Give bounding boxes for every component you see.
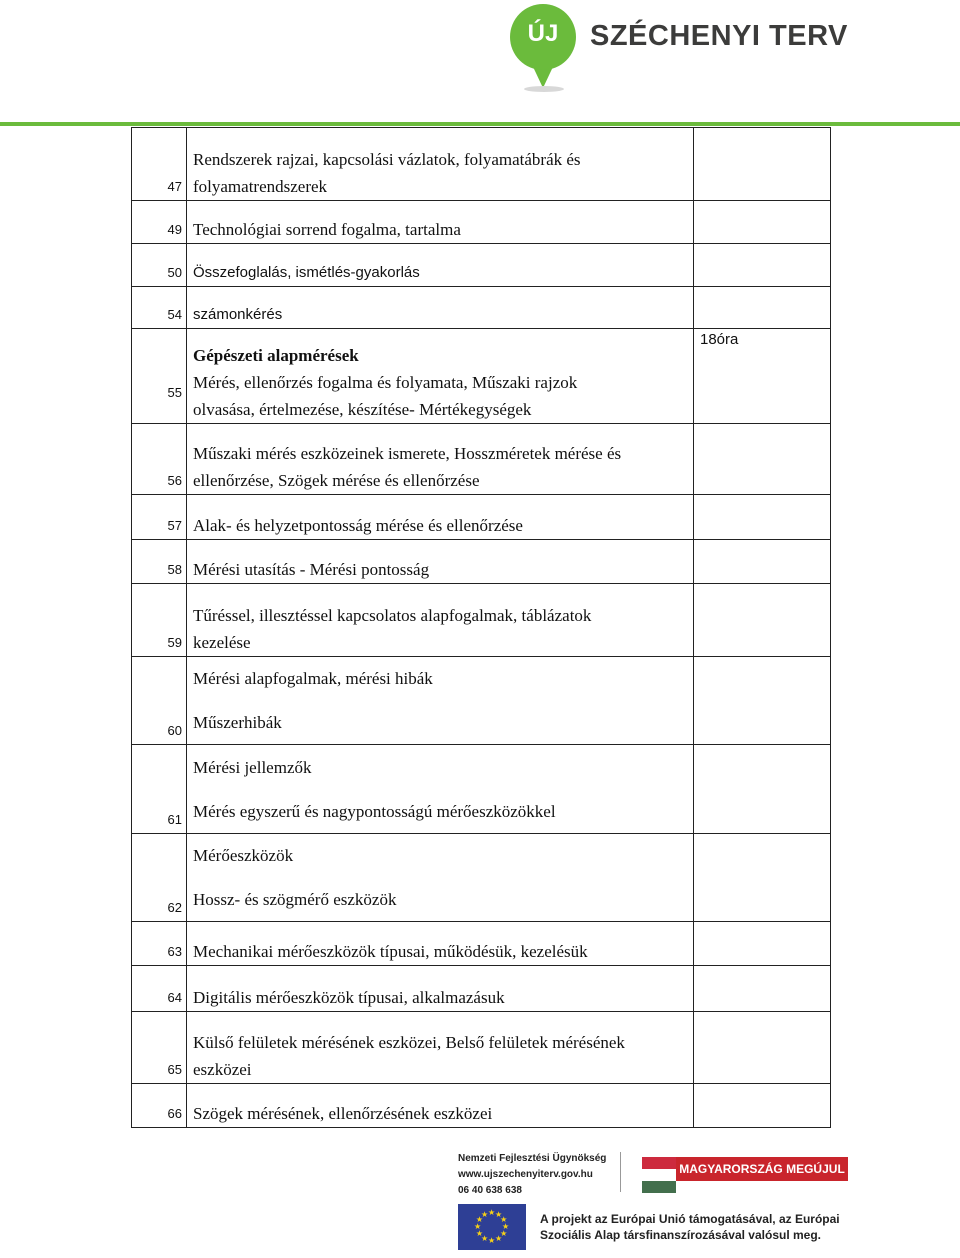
eu-star-icon: ★: [495, 1234, 503, 1244]
topic-line: Mérés egyszerű és nagypontosságú mérőeszközökkel: [193, 801, 556, 821]
table-row: [132, 834, 831, 922]
page-header: [0, 0, 960, 125]
table-row: [132, 287, 831, 329]
lesson-number: 58: [132, 540, 187, 584]
table-row: [132, 1012, 831, 1084]
eu-funding-note: [540, 1211, 840, 1243]
logo-shadow: [524, 86, 564, 92]
lesson-number: 61: [132, 745, 187, 834]
agency-name: Nemzeti Fejlesztési Ügynökség: [458, 1153, 607, 1164]
topic-line: Mérőeszközök: [193, 846, 294, 865]
topic-line: eszközei: [193, 1060, 252, 1079]
lesson-number: 57: [132, 495, 187, 540]
table-row: [132, 745, 831, 834]
hours-cell: [694, 834, 831, 922]
lesson-number: 64: [132, 966, 187, 1012]
topic-line: Műszaki mérés eszközeinek ismerete, Hosszméretek mérése és: [193, 444, 622, 463]
lesson-topic: [187, 745, 694, 834]
topic-line: kezelése: [193, 633, 251, 652]
lesson-topic: [187, 1012, 694, 1084]
eu-star-icon: ★: [481, 1209, 489, 1219]
flag-stripe-white: [642, 1169, 676, 1181]
lesson-topic: [187, 657, 694, 745]
lesson-topic: [187, 1084, 694, 1128]
eu-star-icon: ★: [481, 1234, 489, 1244]
hours-cell: [694, 540, 831, 584]
topic-line: Digitális mérőeszközök típusai, alkalmazásuk: [193, 988, 505, 1007]
table-row: [132, 966, 831, 1012]
eu-star-icon: ★: [475, 1229, 484, 1238]
flag-stripe-green: [642, 1181, 676, 1193]
curriculum-table: [131, 127, 831, 1128]
topic-line: Szögek mérésének, ellenőrzésének eszközei: [193, 1104, 493, 1123]
table-row: [132, 540, 831, 584]
topic-line: Összefoglalás, ismétlés-gyakorlás: [193, 264, 420, 281]
hours-cell: [694, 966, 831, 1012]
lesson-number: 65: [132, 1012, 187, 1084]
hungarian-flag-icon: [642, 1157, 676, 1193]
lesson-topic: [187, 966, 694, 1012]
topic-line: Mérési jellemzők: [193, 757, 312, 777]
eu-star-icon: ★: [502, 1222, 510, 1231]
topic-line: Alak- és helyzetpontosság mérése és ellenőrzése: [193, 516, 523, 535]
agency-contact: [458, 1151, 606, 1199]
lesson-number: 59: [132, 584, 187, 657]
agency-website: www.ujszechenyiterv.gov.hu: [458, 1169, 593, 1180]
table-row: [132, 424, 831, 495]
page-footer: [0, 1140, 960, 1258]
topic-line: Mérés, ellenőrzés fogalma és folyamata, Műszaki rajzok: [193, 373, 578, 392]
lesson-number: 50: [132, 244, 187, 287]
lesson-topic: [187, 584, 694, 657]
eu-star-icon: ★: [495, 1209, 503, 1219]
table-row: [132, 329, 831, 424]
hours-cell: [694, 244, 831, 287]
eu-star-icon: ★: [475, 1215, 484, 1224]
lesson-topic: [187, 201, 694, 244]
eu-funding-line-2: Szociális Alap társfinanszírozásával valósul meg.: [540, 1228, 821, 1242]
topic-line: Műszerhibák: [193, 713, 282, 732]
topic-line: számonkérés: [193, 306, 283, 323]
table-row: [132, 201, 831, 244]
lesson-number: 62: [132, 834, 187, 922]
megujul-banner: MAGYARORSZÁG MEGÚJUL: [676, 1157, 848, 1181]
hours-cell: [694, 745, 831, 834]
agency-phone: 06 40 638 638: [458, 1185, 522, 1196]
topic-line: folyamatrendszerek: [193, 177, 328, 196]
eu-flag-icon: [458, 1204, 526, 1250]
table-row: [132, 584, 831, 657]
hours-cell: [694, 495, 831, 540]
lesson-number: 54: [132, 287, 187, 329]
topic-line: Mérési utasítás - Mérési pontosság: [193, 560, 430, 579]
eu-star-icon: ★: [488, 1208, 496, 1217]
lesson-number: 63: [132, 922, 187, 966]
eu-star-icon: ★: [474, 1222, 482, 1231]
lesson-topic: [187, 329, 694, 424]
curriculum-table-wrapper: [131, 127, 829, 1128]
lesson-number: 47: [132, 128, 187, 201]
table-row: [132, 922, 831, 966]
logo-badge: ÚJ: [527, 20, 559, 47]
table-row: [132, 128, 831, 201]
lesson-number: 55: [132, 329, 187, 424]
lesson-number: 66: [132, 1084, 187, 1128]
logo-text: SZÉCHENYI TERV: [590, 20, 848, 52]
eu-funding-line-1: A projekt az Európai Unió támogatásával, az Európai: [540, 1212, 840, 1226]
hours-cell: [694, 584, 831, 657]
table-row: [132, 244, 831, 287]
lesson-topic: [187, 128, 694, 201]
lesson-topic: [187, 424, 694, 495]
topic-line: Külső felületek mérésének eszközei, Belső felületek mérésének: [193, 1033, 625, 1052]
lesson-number: 60: [132, 657, 187, 745]
eu-star-icon: ★: [488, 1236, 496, 1245]
topic-line: Technológiai sorrend fogalma, tartalma: [193, 220, 461, 239]
topic-line: Mechanikai mérőeszközök típusai, működésük, kezelésük: [193, 942, 588, 961]
lesson-topic: [187, 922, 694, 966]
flag-stripe-red: [642, 1157, 676, 1169]
topic-line: Hossz- és szögmérő eszközök: [193, 890, 397, 909]
topic-line: Mérési alapfogalmak, mérési hibák: [193, 669, 433, 688]
hours-cell: [694, 424, 831, 495]
eu-star-icon: ★: [500, 1215, 508, 1224]
lesson-topic: [187, 540, 694, 584]
hours-cell: [694, 329, 831, 424]
topic-line: Tűréssel, illesztéssel kapcsolatos alapfogalmak, táblázatok: [193, 606, 592, 625]
lesson-topic: [187, 287, 694, 329]
hours-cell: [694, 201, 831, 244]
hours-cell: [694, 922, 831, 966]
hours-cell: [694, 287, 831, 329]
lesson-number: 49: [132, 201, 187, 244]
hours-cell: [694, 1012, 831, 1084]
header-divider: [0, 122, 960, 126]
topic-line: Rendszerek rajzai, kapcsolási vázlatok, folyamatábrák és: [193, 150, 581, 169]
eu-star-icon: ★: [500, 1229, 508, 1238]
table-row: [132, 657, 831, 745]
hours-cell: [694, 657, 831, 745]
footer-divider: [620, 1152, 621, 1192]
table-row: [132, 1084, 831, 1128]
hours-value: 18óra: [700, 331, 739, 348]
lesson-topic: [187, 244, 694, 287]
topic-line: Gépészeti alapmérések: [193, 346, 359, 365]
hours-cell: [694, 128, 831, 201]
lesson-number: 56: [132, 424, 187, 495]
topic-line: ellenőrzése, Szögek mérése és ellenőrzése: [193, 471, 480, 490]
hours-cell: [694, 1084, 831, 1128]
lesson-topic: [187, 495, 694, 540]
topic-line: olvasása, értelmezése, készítése- Mértékegységek: [193, 400, 532, 419]
table-row: [132, 495, 831, 540]
lesson-topic: [187, 834, 694, 922]
